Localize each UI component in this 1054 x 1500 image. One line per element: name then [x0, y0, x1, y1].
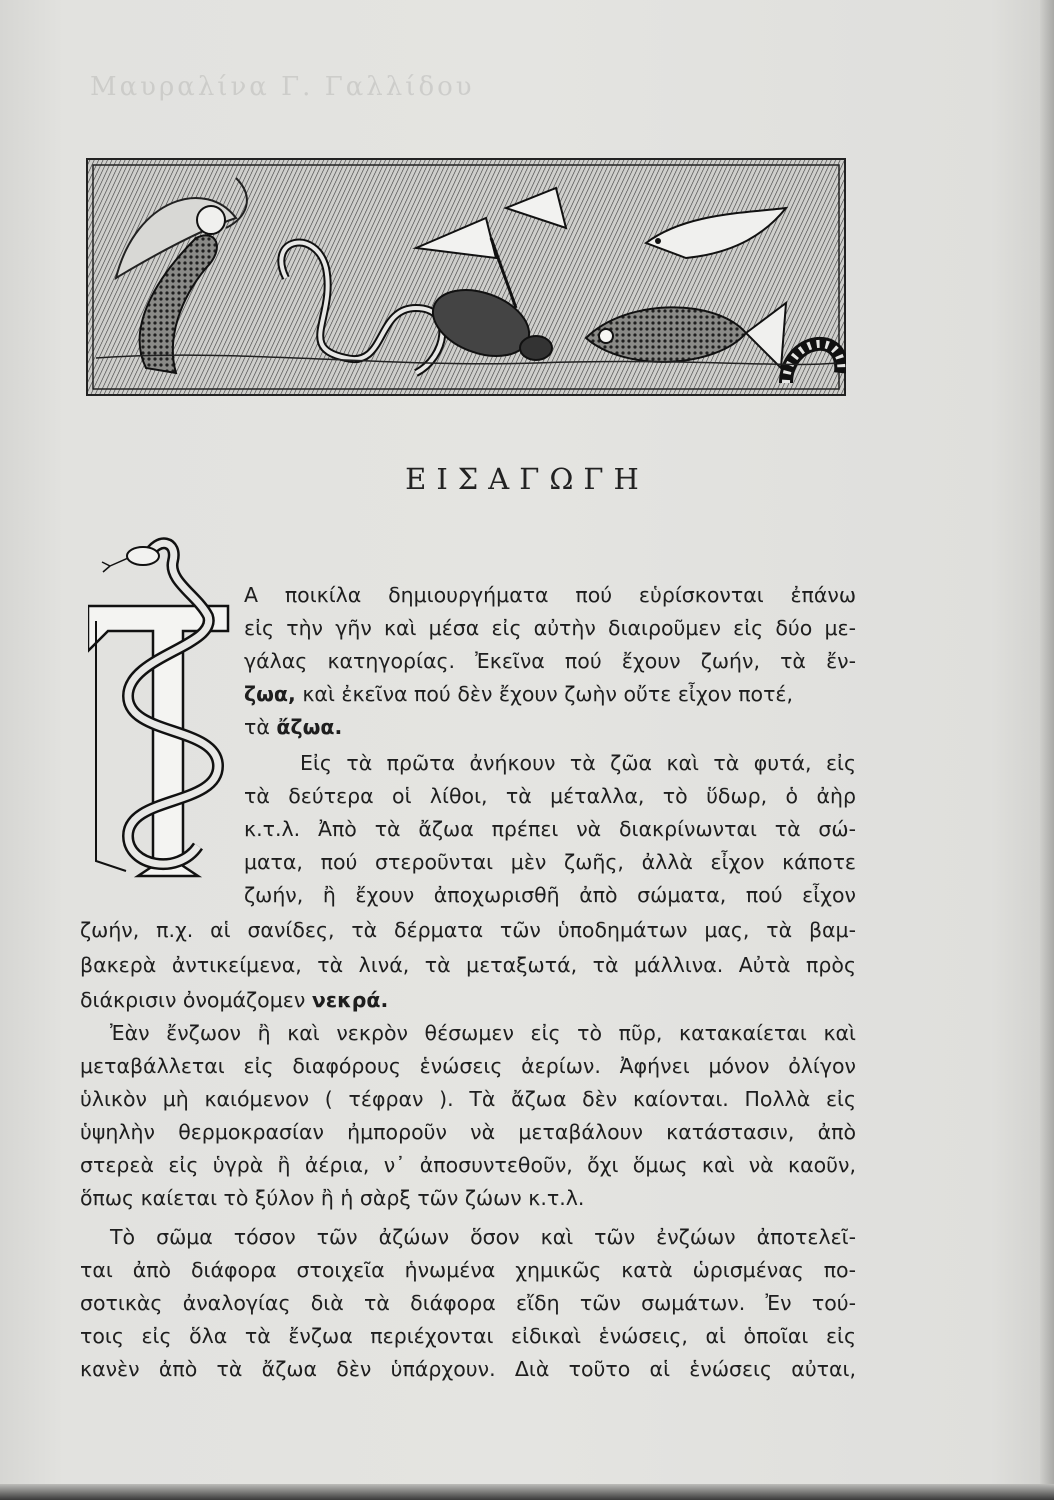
- text-line: [244, 679, 856, 709]
- page-title: ΕΙΣΑΓΩΓΗ: [405, 462, 649, 496]
- text-line: Εἰς τὰ πρῶτα ἀνήκουν τὰ ζῶα καὶ τὰ φυτά, εἰς: [300, 751, 856, 775]
- text-span: τὰ: [244, 715, 270, 739]
- text-line: Τὸ σῶμα τόσον τῶν ἀζώων ὅσον καὶ τῶν ἐνζώων ἀποτελεῖ-: [110, 1225, 856, 1249]
- text-span: διάκρισιν ὀνομάζομεν: [80, 988, 306, 1012]
- text-line: ὑλικὸν μὴ καιόμενον ( τέφραν ). Τὰ ἄζωα δὲν καίονται. Πολλὰ εἰς: [80, 1087, 856, 1111]
- text-line: ται ἀπὸ διάφορα στοιχεῖα ἡνωμένα χημικῶς κατὰ ὡρισμένας πο-: [80, 1258, 856, 1282]
- term-azoa: ἄζωα.: [276, 715, 343, 739]
- text-line: κανὲν ἀπὸ τὰ ἄζωα δὲν ὑπάρχουν. Διὰ τοῦτο αἱ ἑνώσεις αὐται,: [80, 1357, 856, 1381]
- text-line: Ἐὰν ἔνζωον ἢ καὶ νεκρὸν θέσωμεν εἰς τὸ πῦρ, κατακαίεται καὶ: [110, 1021, 856, 1045]
- text-line: στερεὰ εἰς ὑγρὰ ἢ ἀέρια, ν᾽ ἀποσυντεθοῦν, ὄχι ὅμως καὶ νὰ καοῦν,: [80, 1153, 856, 1177]
- text-line: μεταβάλλεται εἰς διαφόρους ἑνώσεις ἀερίων. Ἀφήνει μόνον ὀλίγον: [80, 1054, 856, 1078]
- text-line: γάλας κατηγορίας. Ἐκεῖνα πού ἔχουν ζωήν, τὰ ἔν-: [244, 649, 856, 673]
- text-line: [80, 985, 856, 1015]
- text-span: καὶ ἐκεῖνα πού δὲν ἔχουν ζωὴν οὔτε εἶχον ποτέ,: [302, 682, 794, 706]
- text-line: Α ποικίλα δημιουργήματα πού εὑρίσκονται ἐπάνω: [244, 583, 856, 607]
- text-line: σοτικὰς ἀναλογίας διὰ τὰ διάφορα εἴδη τῶν σωμάτων. Ἐν τού-: [80, 1291, 856, 1315]
- text-line: ζωήν, π.χ. αἱ σανίδες, τὰ δέρματα τῶν ὑποδημάτων μας, τὰ βαμ-: [80, 918, 856, 942]
- bleed-through-text: Μαυραλίνα Γ. Γαλλίδου: [90, 72, 475, 102]
- text-line: τὰ δεύτερα οἱ λίθοι, τὰ μέταλλα, τὸ ὕδωρ, ὁ ἀὴρ: [244, 784, 856, 808]
- text-line: ὑψηλὴν θερμοκρασίαν ἠμποροῦν νὰ μεταβάλουν κατάστασιν, ἀπὸ: [80, 1120, 856, 1144]
- text-line: τοις εἰς ὅλα τὰ ἔνζωα περιέχονται εἰδικαὶ ἑνώσεις, αἱ ὁποῖαι εἰς: [80, 1324, 856, 1348]
- text-line: [244, 712, 856, 742]
- term-nekra: νεκρά.: [311, 988, 389, 1012]
- text-line: ὅπως καίεται τὸ ξύλον ἢ ἡ σὰρξ τῶν ζώων κ.τ.λ.: [80, 1186, 585, 1210]
- term-enzoa: ζωα,: [244, 682, 296, 706]
- text-line: βακερὰ ἀντικείμενα, τὰ λινά, τὰ μεταξωτά, τὰ μάλλινα. Αὐτὰ πρὸς: [80, 953, 856, 977]
- text-line: ματα, πού στεροῦνται μὲν ζωῆς, ἀλλὰ εἶχον κάποτε: [244, 850, 856, 874]
- text-line: εἰς τὴν γῆν καὶ μέσα εἰς αὐτὴν διαιροῦμεν εἰς δύο με-: [244, 616, 856, 640]
- text-line: ζωήν, ἢ ἔχουν ἀποχωρισθῆ ἀπὸ σώματα, πού εἶχον: [244, 883, 856, 907]
- text-line: κ.τ.λ. Ἀπὸ τὰ ἄζωα πρέπει νὰ διακρίνωνται τὰ σώ-: [244, 817, 856, 841]
